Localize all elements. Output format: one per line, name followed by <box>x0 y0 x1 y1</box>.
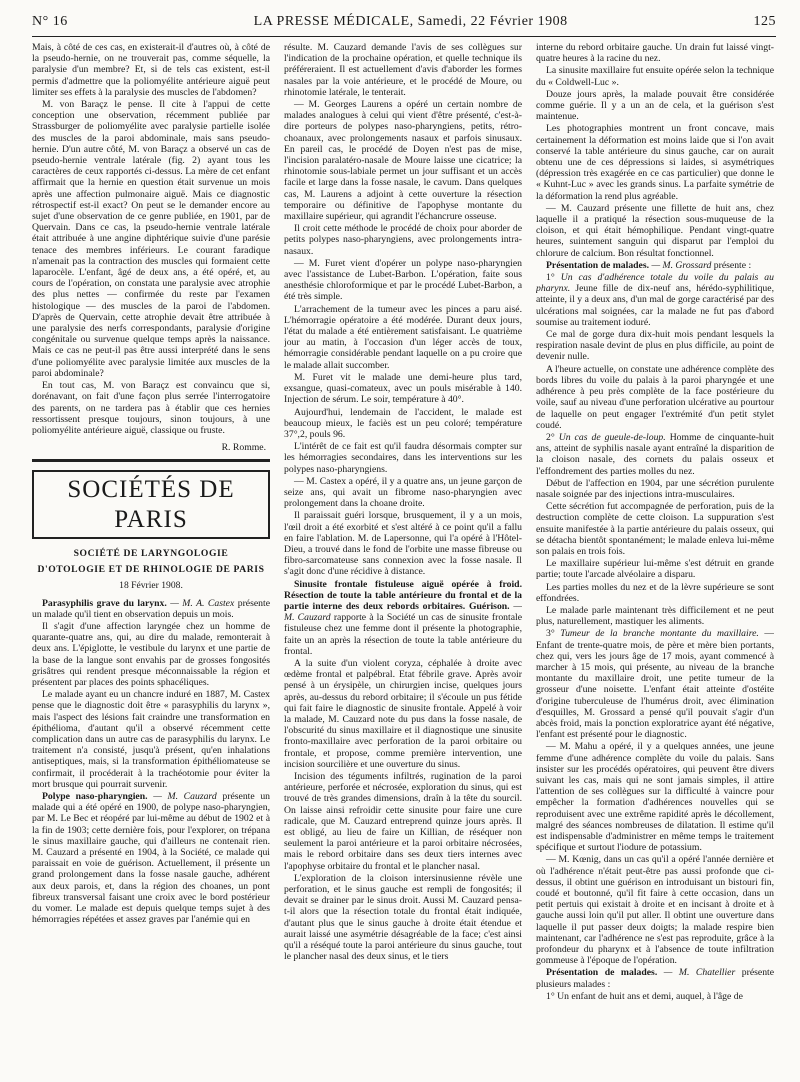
case-paragraph <box>536 967 774 989</box>
case-text: Jeune fille de dix-neuf ans, hérédo-syphilitique, atteinte, il y a deux ans, d'un mal de gorge caractérisé par des ulcérations mal soignées, car la malade ne fut pas d'abord soumise au traitement ioduré. <box>536 283 774 328</box>
paragraph: Cette sécrétion fut accompagnée de perforation, puis de la destruction complète de cette cloison. La suppuration s'est ensuite manifestée à la partie antérieure du palais osseux, qui se détacha bientôt spontanément; le malade enleva lui-même son palais en trois fois. <box>536 501 774 557</box>
paragraph: En tout cas, M. von Baraçz est convaincu que si, dorénavant, on fait d'une façon plus serrée l'interrogatoire des parents, on ne tardera pas à établir que ces hernies ressortissent presque toujours, sinon toujours, à une poliomyélite antérieure aiguë, classique ou fruste. <box>32 380 270 436</box>
paragraph: M. Furet vit le malade une demi-heure plus tard, exsangue, quasi-comateux, avec un pouls misérable à 140. Injection de sérum. Le soir, température à 40°. <box>284 371 522 406</box>
section-rule <box>32 459 270 462</box>
section-title: SOCIÉTÉS DE PARIS <box>32 470 270 539</box>
case-paragraph <box>536 260 774 271</box>
case-heading: Parasyphilis grave du larynx. <box>42 597 167 609</box>
case-text: présente : <box>713 259 752 271</box>
paragraph: Incision des téguments infiltrés, rugination de la paroi antérieure, perforée et nécrosée, exploration du sinus, qui est trouvé de très grandes dimensions, draîn à la tête du sourcil. On laisse ainsi refroidir cette sinusite pour faire une cure radicale, que M. Cauzard entreprend quinze jours après. Il est obligé, au lieu de faire un Killian, de réséquer non seulement la paroi antérieure et la paroi orbitaire nécrosées, mais le rebord orbitaire dans ses deux tiers internes avec l'apophyse orbitaire du frontal et le plancher nasal. <box>284 771 522 872</box>
paragraph: A la suite d'un violent coryza, céphalée à droite avec œdème frontal et palpébral. Etat fébrile grave. Après avoir pensé à un érysipèle, un chirurgien incise, quelques jours après, au-dessus du rebord orbitaire; il s'écoule un pus fétide qui fait faire le diagnostic de sinusite frontale. Appelé à voir la malade, M. Cauzard note du pus dans la fosse nasale, de l'obscurité du sinus maxillaire et il diagnostique une sinusite fronto-maxillaire avec perforation de la paroi orbitaire ou frontale, et propose, comme première intervention, une incision sourcilière et une ouverture du sinus. <box>284 657 522 770</box>
case-paragraph <box>536 272 774 328</box>
paragraph: Les parties molles du nez et de la lèvre supérieure se sont effondrées. <box>536 581 774 604</box>
case-author: — M. Cauzard <box>284 600 522 624</box>
paragraph: Le maxillaire supérieur lui-même s'est détruit en grande partie; toute l'arcade alvéolaire a disparu. <box>536 558 774 581</box>
case-author: — M. A. Castex <box>170 597 235 609</box>
society-name-line-2: D'OTOLOGIE ET DE RHINOLOGIE DE PARIS <box>37 564 265 576</box>
paragraph: Le malade parle maintenant très difficilement et ne peut plus, naturellement, mastiquer les aliments. <box>536 604 774 628</box>
case-text: présente un malade qui a été opéré en 1900, de polype naso-pharyngien, par M. Le Bec et réopéré par lui-même au début de 1902 et à la fin de 1903; cette dernière fois, pour l'explorer, on trépana le sinus maxillaire gauche, qui d'ailleurs ne contenait rien. M. Cauzard a présenté en 1904, à la Société, ce malade qui paraissait en voie de guérison. Actuellement, il présente un grand prolongement dans la fosse nasale gauche, adhérent aux deux parois, et, dans la région des choanes, un pont fibreux transversal faisant une croix avec le bord postérieur du vomer. Le malade est depuis quelque temps sujet à des hémorragies répétées et assez graves par l'anémie qui en <box>32 790 270 926</box>
paragraph: — M. Castex a opéré, il y a quatre ans, un jeune garçon de seize ans, qui avait un fibrome naso-pharyngien avec prolongement dans la choane droite. <box>284 475 522 510</box>
paragraph: La sinusite maxillaire fut ensuite opérée selon la technique du « Coldwell-Luc ». <box>536 65 774 88</box>
issue-number: N° 16 <box>32 14 68 29</box>
case-paragraph <box>536 628 774 740</box>
case-paragraph <box>32 598 270 620</box>
case-paragraph <box>284 579 522 657</box>
case-text: Un enfant de huit ans et demi, auquel, à l'âge de <box>557 990 743 1002</box>
case-paragraph <box>536 432 774 477</box>
case-title: Tumeur de la branche montante du maxillaire. <box>560 628 759 640</box>
author-signature: R. Romme. <box>221 442 266 454</box>
session-date: 18 Février 1908. <box>119 580 183 592</box>
paragraph: Les photographies montrent un front concave, mais certainement la déformation est moins laide que si l'on avait conservé la table antérieure du sinus gauche, car on aurait obtenu une de ces dépressions si laides, si asymétriques (dépression très exagérée en ce cas particulier) que donne le « Kuhnt-Luc » avec les grands sinus. La parfaite symétrie de la déformation la rend plus agréable. <box>536 123 774 202</box>
case-text: Homme de cinquante-huit ans, atteint de syphilis nasale ayant entraîné la disparition de la cloison nasale, des cornets du palais osseux et l'effondrement des parties molles du nez. <box>536 431 774 477</box>
paragraph: Début de l'affection en 1904, par une sécrétion purulente nasale soignée par des injections intra-musculaires. <box>536 477 774 500</box>
paragraph: résulte. M. Cauzard demande l'avis de ses collègues sur l'indication de la prochaine opération, et quelle technique ils préféreraient. Il est actuellement d'avis d'aborder les formes nasales par la voie antérieure, et le procédé de Moure, ou rhinotomie latérale, le tenterait. <box>284 42 522 98</box>
case-title: Un cas de gueule-de-loup. <box>558 431 666 443</box>
case-heading: Sinusite frontale fistuleuse aiguë opérée à froid. Résection de toute la table antérieure du frontal et de la partie interne des deux rebords orbitaires. Guérison. <box>284 578 522 612</box>
paragraph: L'exploration de la cloison intersinusienne révèle une perforation, et le sinus gauche est rempli de fongosités; il devait se drainer par le sinus droit. Aussi M. Cauzard pensa-t-il alors que la résection totale du frontal était indiquée, d'autant plus que le sinus gauche à droite était étendue et aurait laissé une asymétrie désagréable de la face; c'est ainsi qu'il a réséqué toute la paroi antérieure du sinus gauche, tout le plancher nasal des deux sinus, et le tiers <box>284 872 522 963</box>
column-1 <box>32 42 270 1076</box>
journal-title: LA PRESSE MÉDICALE, Samedi, 22 Février 1908 <box>253 14 568 29</box>
paragraph: Le malade ayant eu un chancre induré en 1887, M. Castex pense que le diagnostic doit être « parasyphilis du larynx », mais l'aspect des lésions fait craindre une transformation en épithélioma, d'autant qu'il a observé récemment cette complication dans un autre cas de parasyphilis du larynx. Le traitement n'a consisté, jusqu'à présent, qu'en inhalations antiseptiques, mais, si la transformation épithéliomateuse se confirmait, il procéderait à la trachéotomie pour éviter la mort brusque qui pourrait survenir. <box>32 689 270 790</box>
case-text: présente un malade qu'il tient en observation depuis un mois. <box>32 597 270 620</box>
paragraph: Il paraissait guéri lorsque, brusquement, il y a un mois, l'œil droit a été exorbité et s'est altéré à ce point qu'il a fallu en faire l'ablation. M. de Lapersonne, qui l'a opéré à l'Hôtel-Dieu, a trouvé dans le fond de l'orbite une masse fibreuse ou fibro-sarcomateuse sans connexion avec la fosse nasale. Il s'agit donc d'une récidive à distance. <box>284 510 522 578</box>
paragraph: — M. Furet vient d'opérer un polype naso-pharyngien avec l'assistance de Lubet-Barbon. L'opération, faite sous anesthésie chloroformique et par le procédé Lubet-Barbon, a été très simple. <box>284 257 522 303</box>
paragraph: Mais, à côté de ces cas, en existerait-il d'autres où, à côté de la pseudo-hernie, on ne trouverait pas, comme séquelle, la paralysie d'un membre? Et, si de tels cas existent, est-il permis d'admettre que la poliomyélite antérieure aiguë peut limiter ses effets à la paralysie des muscles de l'abdomen? <box>32 42 270 98</box>
case-author: — M. Cauzard <box>153 790 217 802</box>
case-heading: Présentation de malades. <box>546 967 658 979</box>
column-3 <box>536 42 774 1076</box>
society-name-line-1: SOCIÉTÉ DE LARYNGOLOGIE <box>73 548 229 560</box>
paragraph: — M. Mahu a opéré, il y a quelques années, une jeune femme d'une adhérence complète du voile du palais. Sans insister sur les procédés opératoires, qui peuvent être divers suivant les cas, mais qui ne sont jamais simples, il attire l'attention de ses collègues sur la difficulté à vaincre pour empêcher la formation d'adhérences nouvelles qui se reproduisent avec une extrême rapidité après le décollement, malgré des séances nombreuses de dilatation. Il estime qu'il est indispensable d'administrer en même temps le traitement spécifique et surtout l'iodure de potassium. <box>536 741 774 854</box>
page-number: 125 <box>753 14 776 29</box>
case-title: Un cas d'adhérence totale du voile du palais au pharynx. <box>536 272 774 295</box>
article-columns <box>32 42 776 1076</box>
column-2 <box>284 42 522 1076</box>
case-author: — M. Chatellier <box>663 967 736 979</box>
case-text: présente plusieurs malades : <box>536 967 774 990</box>
header-rule <box>32 36 776 37</box>
page-header <box>32 14 776 36</box>
paragraph: — M. Cauzard présente une fillette de huit ans, chez laquelle il a pratiqué la résection sous-muqueuse de la cloison, et qui était hémophilique. Pendant vingt-quatre heures, suintement sanguin qui disparut par l'emploi du chlorure de calcium. Bon résultat fonctionnel. <box>536 202 774 259</box>
case-number: 1° <box>546 272 555 284</box>
paragraph: A l'heure actuelle, on constate une adhérence complète des bords libres du voile du palais à la paroi pharyngée et une adhérence à peu près complète de la face postérieure du voile, sauf au niveau d'une perforation ulcérative au pourtour de laquelle on peut engager l'extrémité d'un petit stylet coudé. <box>536 363 774 431</box>
case-author: — M. Grossard <box>651 259 712 271</box>
case-number: 1° <box>546 990 555 1002</box>
case-heading: Présentation de malades. <box>546 259 650 271</box>
paragraph: Douze jours après, la malade pouvait être considérée comme guérie. Il y a un an de cela, et la guérison s'est maintenue. <box>536 88 774 123</box>
paragraph: L'intérêt de ce fait est qu'il faudra désormais compter sur les hémorragies secondaires, dans les interventions sur les polypes naso-pharyngiens. <box>284 441 522 475</box>
paragraph: interne du rebord orbitaire gauche. Un drain fut laissé vingt-quatre heures à la racine du nez. <box>536 42 774 65</box>
paragraph: Il s'agit d'une affection laryngée chez un homme de quarante-quatre ans, qui, au dire du malade, remonterait à deux ans. L'épiglotte, le vestibule du larynx et une partie de la base de la langue sont envahis par de grosses fongosités grisâtres qui rendent presque méconnaissable la région et présentent par places des points sphacéliques. <box>32 620 270 688</box>
paragraph: M. von Baraçz le pense. Il cite à l'appui de cette conception une observation, récemment publiée par Strassburger de poliomyélite avec paralysie partielle isolée des muscles de la paroi abdominale, mais sans pseudo-hernie. D'un autre côté, M. von Baraçz a observé un cas de pseudo-hernie ventrale latérale (fig. 2) ayant tous les caractères de ceux rapportés ci-dessus. La mère de cet enfant affirmait que la hernie en question était survenue un mois après une affection pulmonaire aiguë. Mais ce diagnostic rétrospectif est-il exact? On peut se le demander encore au sujet d'une observation de ce genre publiée, en 1901, par de Quervain. Dans ce cas, la pseudo-hernie ventrale latérale était attribuée à une angine diphtérique suivie d'une parésie tenace des membres inférieurs. Le courant faradique n'amenait pas la contraction des muscles qui formaient cette laparocèle. L'enfant, âgé de deux ans, a été opéré, et, au cours de l'opération, on constata une paralysie avec atrophie des plus nettes — confirmée du reste par l'examen histologique — des muscles de la paroi de l'abdomen. D'après de Quervain, cette atrophie devait être attribuée à une paralysie des nerfs correspondants, paralysie d'origine congénitale ou survenue quelque temps après la naissance. Mais ce cas ne peut-il pas être aussi interprété dans le sens d'une poliomyélite avec paralysie limitée aux muscles de la paroi abdominale? <box>32 99 270 379</box>
paragraph: L'arrachement de la tumeur avec les pinces a paru aisé. L'hémorragie opératoire a été modérée. Durant deux jours, l'état du malade a été entièrement satisfaisant. Le quatrième jour au matin, à l'occasion d'un léger accès de toux, hémorragie considérable pendant laquelle on a pu croire que le malade allait succomber. <box>284 303 522 371</box>
paragraph: — M. Kœnig, dans un cas qu'il a opéré l'année dernière et où l'adhérence n'était peut-être pas aussi profonde que ci-dessus, il obtint une guérison en introduisant un bistouri fin, coudé et boutonné, qu'il fit faire à cette occasion, dans un petit pertuis qui existait à droite et en incisant à droite et à gauche aussi loin qu'il put aller. Il obtint une ouverture dans laquelle il put passer deux doigts; la malade respire bien maintenant, car l'adhérence ne s'est pas reproduite, grâce à la profondeur du pharynx et à l'absence de toute infiltration gommeuse à l'époque de l'opération. <box>536 854 774 967</box>
case-paragraph <box>536 991 774 1002</box>
paragraph: — M. Georges Laurens a opéré un certain nombre de malades analogues à celui qui vient d'être présenté, c'est-à-dire porteurs de polypes naso-pharyngiens, petits, rétro-choanaux, avec prolongements nasaux et parfois sinusaux. En pareil cas, le procédé de Doyen n'est pas de mise, l'incision paralatéro-nasale de Moure laisse une cicatrice; la rhinotomie sous-labiale permet un jour suffisant et un accès facile et large dans la fosse nasale, le cavum. Dans quelques cas, M. Laurens a adjoint à cette ouverture la résection temporaire ou définitive de l'apophyse montante du maxillaire supérieur, qui agrandit l'échancrure osseuse. <box>284 99 522 223</box>
case-heading: Polype naso-pharyngien. <box>42 790 148 802</box>
paragraph: Aujourd'hui, lendemain de l'accident, le malade est beaucoup mieux, le faciès est un peu coloré; température 37°,2, pouls 96. <box>284 406 522 440</box>
case-number: 3° <box>546 628 555 640</box>
case-number: 2° <box>546 431 555 443</box>
paragraph: Ce mal de gorge dura dix-huit mois pendant lesquels la respiration nasale devint de plus en plus difficile, au point de devenir nulle. <box>536 329 774 363</box>
case-paragraph <box>32 791 270 925</box>
case-text: — Enfant de trente-quatre mois, de père et mère bien portants, chez qui, vers les jours âge de 17 mois, ayant commencé à marcher à 15 mois, qui présente, au niveau de la branche montante du maxillaire droit, une petite tumeur de la grosseur d'une noisette. L'enfant était atteinte d'ostéite d'origine tuberculeuse de l'humérus droit, avec élimination d'esquilles, M. Grossard a pensé qu'il pouvait s'agir d'un abcès froid, mais la ponction exploratrice ayant été négative, l'enfant est présenté pour le diagnostic. <box>536 628 774 741</box>
paragraph: Il croit cette méthode le procédé de choix pour aborder de petits polypes naso-pharyngiens, avec prolongements intra-nasaux. <box>284 223 522 257</box>
case-text: rapporte à la Société un cas de sinusite frontale fistuleuse chez une femme dont il présente la photographie, faite un an après la résection de toute la table antérieure du frontal. <box>284 612 522 657</box>
